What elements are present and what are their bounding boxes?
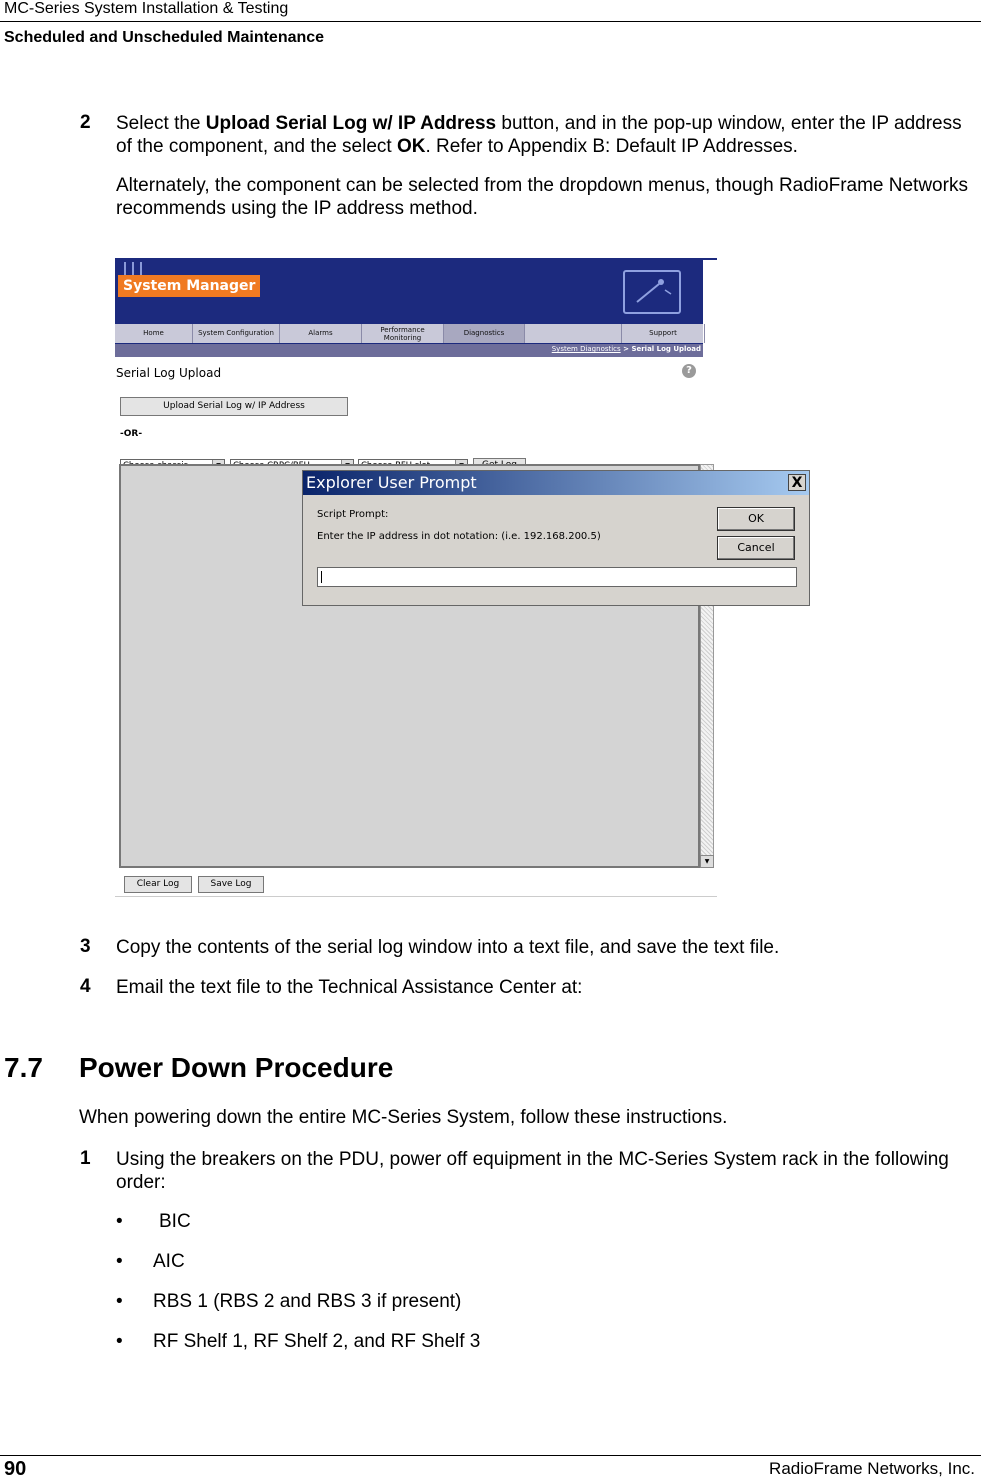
- close-icon[interactable]: X: [788, 474, 806, 491]
- step-2-note: Alternately, the component can be selected from the dropdown menus, though RadioFrame Networks recommends using the IP address method.: [116, 175, 968, 219]
- page-title: Serial Log Upload: [116, 366, 222, 380]
- page-number: 90: [4, 1458, 27, 1480]
- tab-alarms[interactable]: Alarms: [280, 324, 362, 343]
- step-2-text-e: . Refer to Appendix B: Default IP Addresses.: [425, 136, 798, 157]
- help-icon[interactable]: ?: [682, 364, 696, 378]
- tab-system-configuration[interactable]: System Configuration: [193, 324, 280, 343]
- footer-rule: [0, 1455, 981, 1456]
- power-step-1-number: 1: [80, 1148, 91, 1169]
- step-2-text-d: OK: [396, 136, 426, 157]
- power-step-1-text: Using the breakers on the PDU, power off equipment in the MC-Series System rack in the following order:: [116, 1149, 949, 1193]
- bullet-icon: •: [116, 1251, 123, 1272]
- bullet-icon: •: [116, 1331, 123, 1352]
- explorer-user-prompt-dialog: [302, 470, 810, 606]
- bullet-item: AIC: [153, 1251, 185, 1272]
- scroll-down-arrow-icon[interactable]: ▼: [700, 855, 714, 868]
- dialog-title: Explorer User Prompt: [303, 471, 809, 495]
- system-manager-logo: System Manager: [118, 275, 260, 297]
- wand-icon: [623, 270, 681, 314]
- breadcrumb: [552, 345, 701, 353]
- tab-home[interactable]: Home: [115, 324, 193, 343]
- save-log-button[interactable]: Save Log: [198, 876, 264, 893]
- section-title: Power Down Procedure: [79, 1052, 394, 1083]
- bullet-icon: •: [116, 1291, 123, 1312]
- breadcrumb-separator: >: [623, 345, 629, 353]
- step-3-text: Copy the contents of the serial log window into a text file, and save the text file.: [116, 937, 780, 958]
- breadcrumb-current: Serial Log Upload: [631, 345, 701, 353]
- section-number: 7.7: [4, 1052, 43, 1083]
- text-cursor: [321, 571, 322, 583]
- dialog-script-prompt-label: Script Prompt:: [317, 509, 389, 520]
- bullet-icon: •: [116, 1211, 123, 1232]
- step-4-number: 4: [80, 976, 91, 997]
- tab-performance-monitoring[interactable]: Performance Monitoring: [362, 324, 444, 343]
- upload-serial-log-button[interactable]: Upload Serial Log w/ IP Address: [120, 397, 348, 416]
- bullet-item: BIC: [159, 1211, 191, 1232]
- figure-bottom-border: [115, 896, 717, 897]
- bullet-item: RF Shelf 1, RF Shelf 2, and RF Shelf 3: [153, 1331, 481, 1352]
- tab-support[interactable]: Support: [621, 324, 705, 343]
- step-2-text-a: Select the: [116, 113, 206, 134]
- bullet-item: RBS 1 (RBS 2 and RBS 3 if present): [153, 1291, 462, 1312]
- step-3-number: 3: [80, 936, 91, 957]
- ip-address-input[interactable]: [317, 567, 797, 587]
- cancel-button[interactable]: Cancel: [717, 536, 795, 560]
- or-label: -OR-: [120, 429, 143, 439]
- step-2-text-c: button, and in the pop-up window, enter the IP address of the component, and the select: [116, 113, 962, 157]
- tab-diagnostics[interactable]: Diagnostics: [444, 324, 525, 343]
- section-intro: When powering down the entire MC-Series System, follow these instructions.: [79, 1107, 728, 1128]
- footer-company: RadioFrame Networks, Inc.: [769, 1459, 975, 1478]
- running-header-title: MC-Series System Installation & Testing: [4, 0, 289, 17]
- breadcrumb-link-system-diagnostics[interactable]: System Diagnostics: [551, 345, 621, 353]
- step-2-text-b: Upload Serial Log w/ IP Address: [205, 113, 497, 134]
- dialog-instruction-label: Enter the IP address in dot notation: (i.e. 192.168.200.5): [317, 531, 601, 542]
- header-rule: [0, 21, 981, 22]
- system-manager-screenshot: [115, 258, 803, 898]
- clear-log-button[interactable]: Clear Log: [124, 876, 192, 893]
- step-2-number: 2: [80, 112, 91, 133]
- ok-button[interactable]: OK: [717, 507, 795, 531]
- step-4-text: Email the text file to the Technical Assistance Center at:: [116, 977, 583, 998]
- step-2-text: [116, 112, 971, 158]
- running-header-section: Scheduled and Unscheduled Maintenance: [4, 29, 325, 46]
